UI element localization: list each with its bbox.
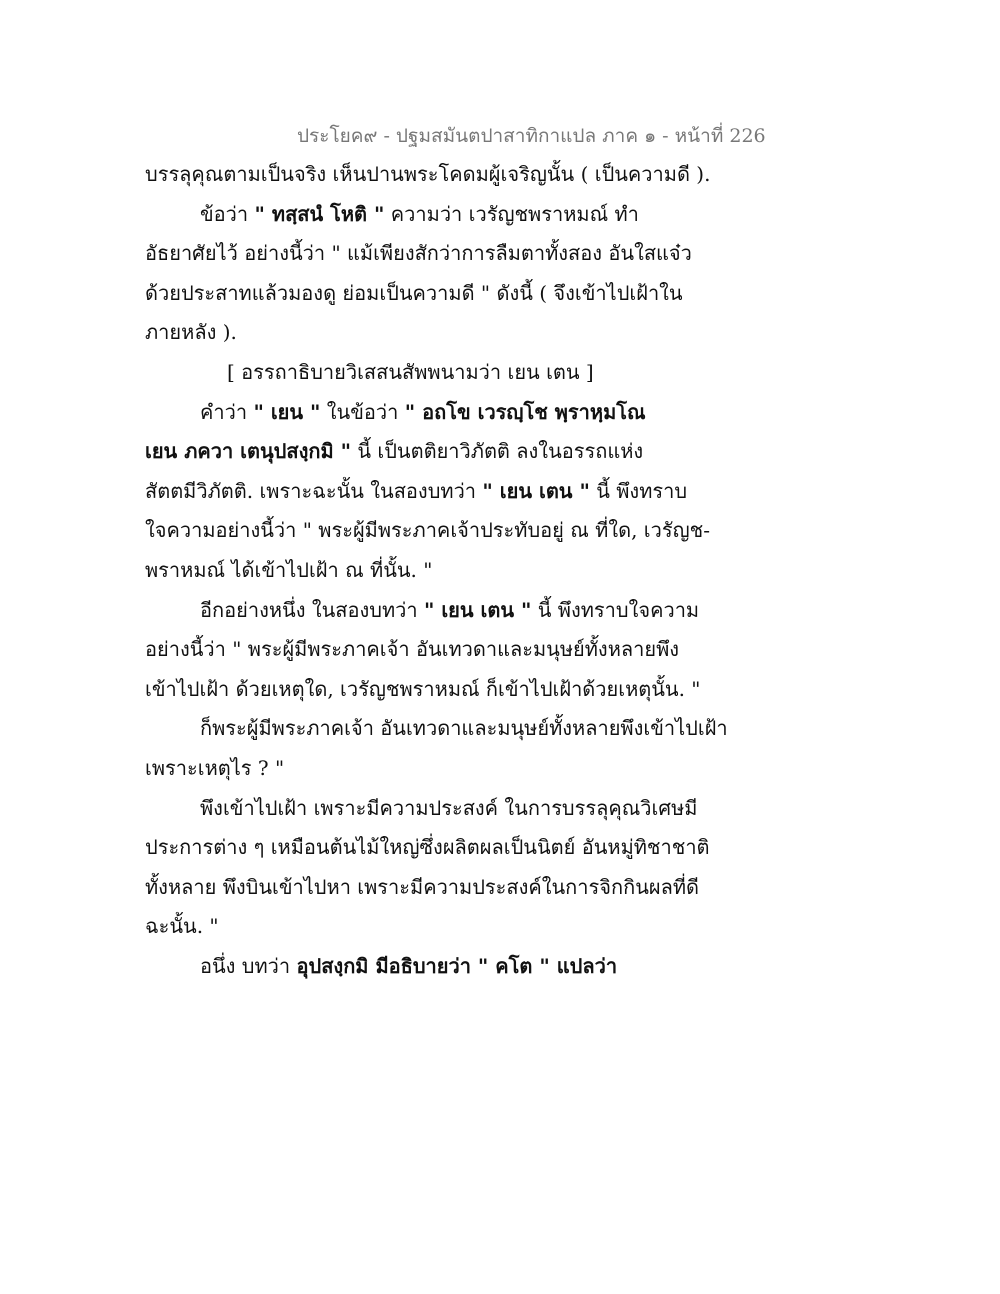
section-heading: [ อรรถาธิบายวิเสสนสัพพนามว่า เยน เตน ] [227,359,594,384]
text-line: เพราะเหตุไร ? " [145,755,285,780]
text-line: อีกอย่างหนึ่ง ในสองบทว่า " เยน เตน " นี้ พึงทราบใจความ [200,597,700,622]
text-line: อย่างนี้ว่า " พระผู้มีพระภาคเจ้า อันเทวดาและมนุษย์ทั้งหลายพึง [145,637,680,662]
text-line: ข้อว่า " ทสฺสนํ โหติ " ความว่า เวรัญชพราหมณ์ ทำ [200,201,639,226]
text-line: เข้าไปเฝ้า ด้วยเหตุใด, เวรัญชพราหมณ์ ก็เข้าไปเฝ้าด้วยเหตุนั้น. " [145,676,701,701]
text-line: เยน ภควา เตนุปสงฺกมิ " นี้ เป็นตติยาวิภัตติ ลงในอรรถแห่ง [145,439,644,464]
page-header [0,122,1000,150]
text-line: พราหมณ์ ได้เข้าไปเฝ้า ณ ที่นั้น. " [145,557,433,582]
text-line: พึงเข้าไปเฝ้า เพราะมีความประสงค์ ในการบรรลุคุณวิเศษมี [200,795,698,820]
text-line: ประการต่าง ๆ เหมือนต้นไม้ใหญ่ซึ่งผลิตผลเป็นนิตย์ อันหมู่ทิชาชาติ [145,835,710,860]
text-line: อัธยาศัยไว้ อย่างนี้ว่า " แม้เพียงสักว่าการลืมตาทั้งสอง อันใสแจ๋ว [145,241,692,266]
text-line: คำว่า " เยน " ในข้อว่า " อถโข เวรญฺโช พฺราหฺมโณ [200,399,646,424]
text-line: ใจความอย่างนี้ว่า " พระผู้มีพระภาคเจ้าประทับอยู่ ณ ที่ใด, เวรัญช- [145,518,710,543]
text-line: อนึ่ง บทว่า อุปสงฺกมิ มีอธิบายว่า " คโต " แปลว่า [200,953,618,978]
page-body [145,155,728,986]
text-line: ด้วยประสาทแล้วมองดู ย่อมเป็นความดี " ดังนี้ ( จึงเข้าไปเฝ้าใน [145,280,683,305]
text-line: ก็พระผู้มีพระภาคเจ้า อันเทวดาและมนุษย์ทั้งหลายพึงเข้าไปเฝ้า [200,716,728,741]
running-title: ประโยค๙ - ปฐมสมันตปาสาทิกาแปล ภาค ๑ - หน้าที่ 226 [297,125,766,147]
text-line: บรรลุคุณตามเป็นจริง เห็นปานพระโคดมผู้เจริญนั้น ( เป็นความดี ). [145,162,711,186]
text-line: สัตตมีวิภัตติ. เพราะฉะนั้น ในสองบทว่า " เยน เตน " นี้ พึงทราบ [145,478,688,503]
text-line: ฉะนั้น. " [145,914,219,939]
text-line: ทั้งหลาย พึงบินเข้าไปหา เพราะมีความประสงค์ในการจิกกินผลที่ดี [145,874,700,899]
text-line: ภายหลัง ). [145,320,237,345]
